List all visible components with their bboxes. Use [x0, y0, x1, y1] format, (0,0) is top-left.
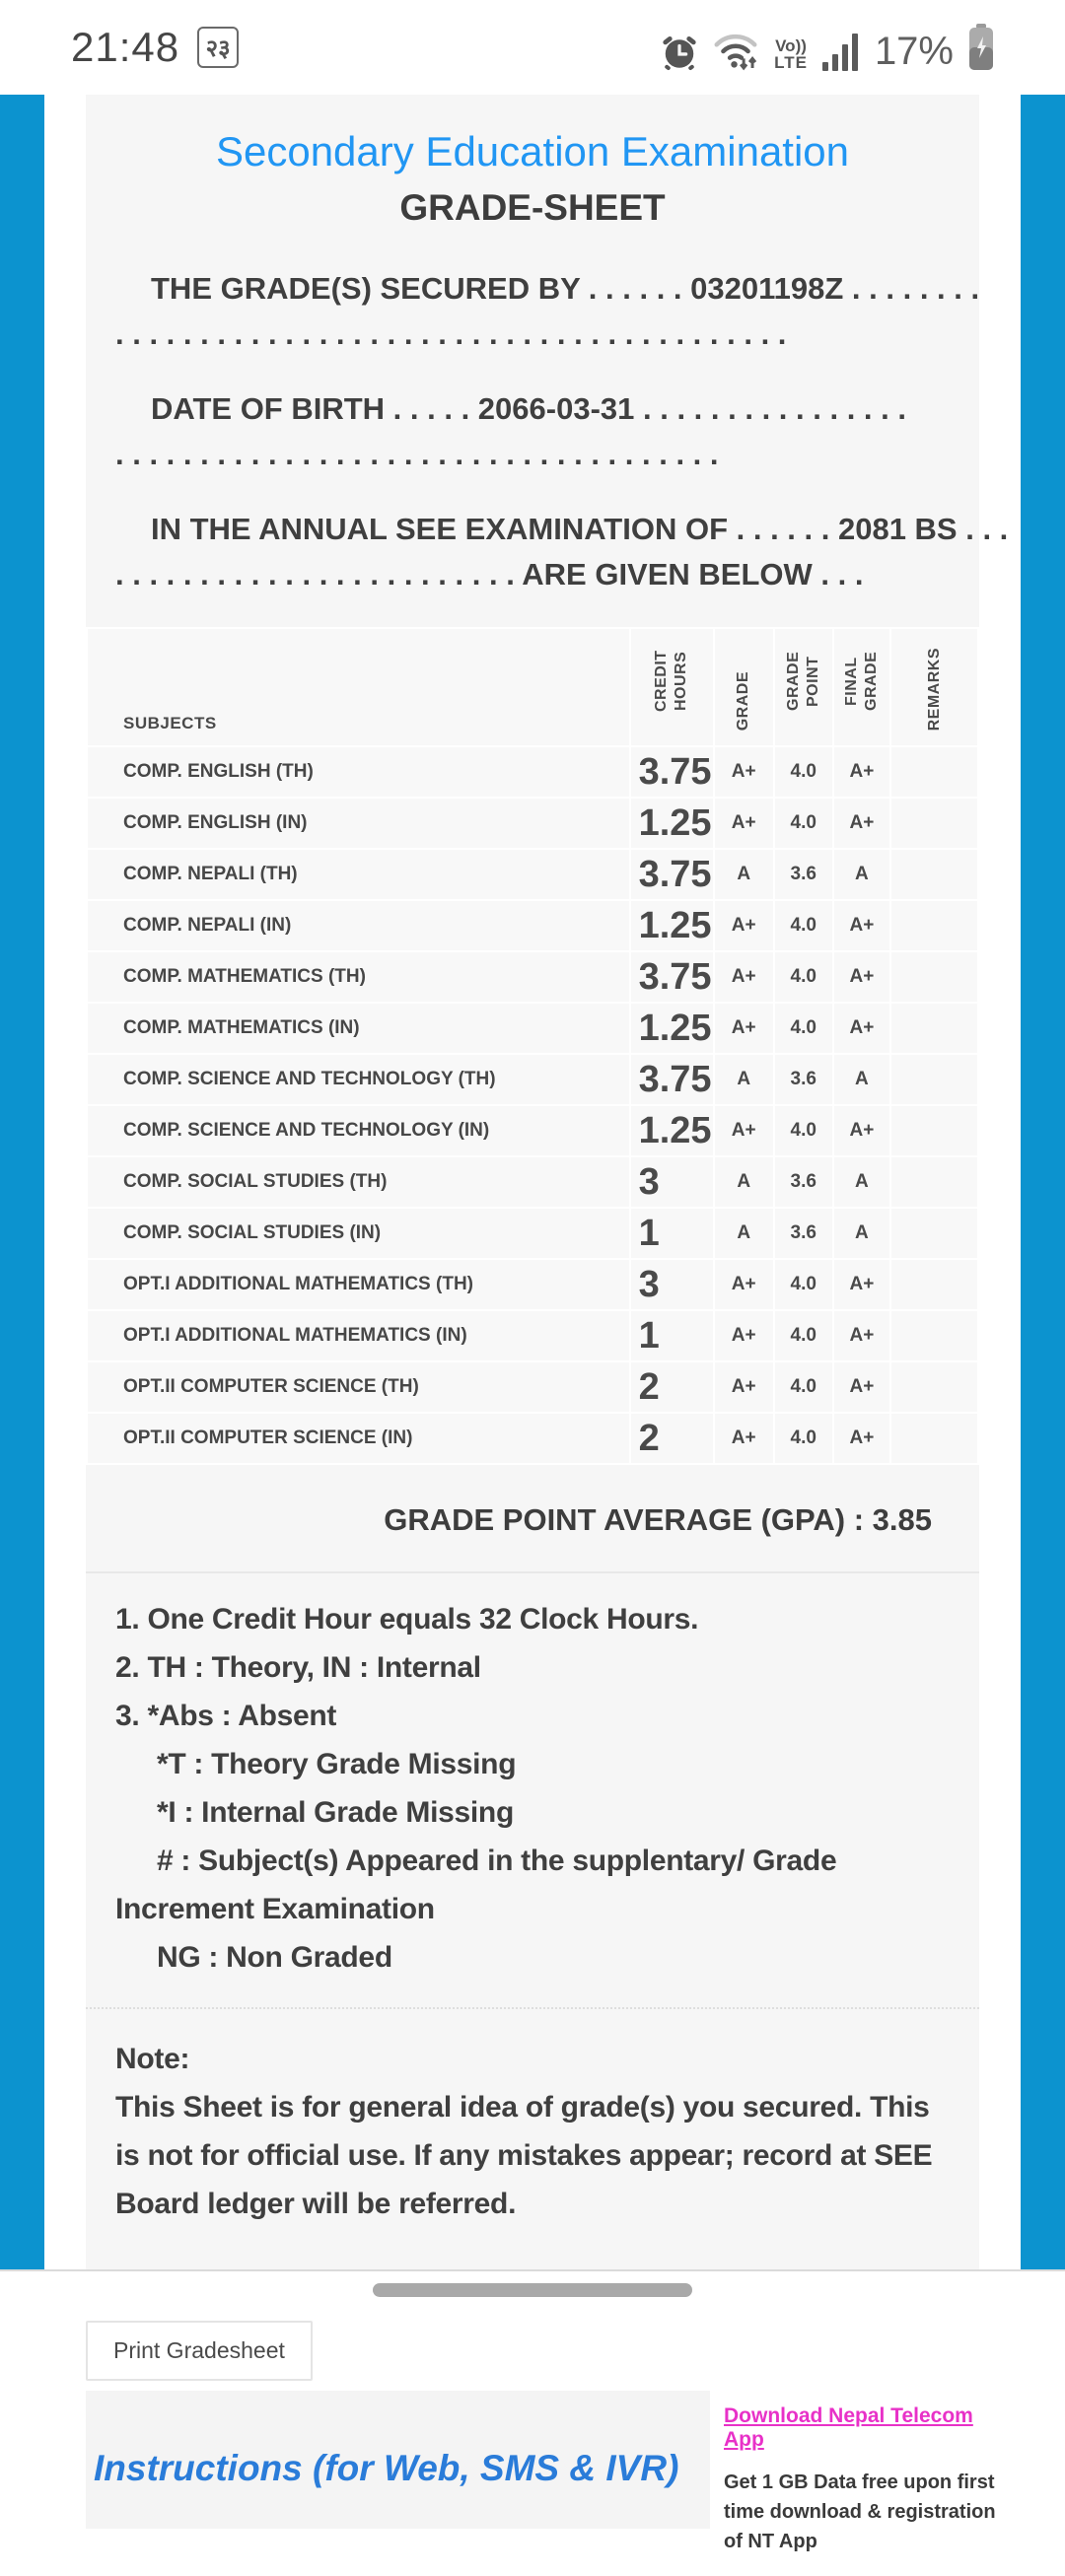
grade-point-cell: 4.0 — [775, 952, 832, 1002]
credit-hours-cell: 1.25 — [631, 901, 713, 950]
volte-icon: Vo)) LTE — [774, 36, 808, 72]
grade-point-cell: 3.6 — [775, 1055, 832, 1104]
table-row — [88, 747, 977, 797]
credit-hours-cell: 2 — [631, 1362, 713, 1412]
final-grade-cell: A — [834, 1157, 890, 1207]
footnote-line: # : Subject(s) Appeared in the supplentary/ Grade Increment Examination — [115, 1845, 837, 1925]
credit-hours-cell: 1 — [631, 1209, 713, 1258]
remarks-cell — [891, 850, 977, 899]
grade-cell: A+ — [715, 1004, 773, 1053]
subject-cell: COMP. SCIENCE AND TECHNOLOGY (IN) — [88, 1106, 629, 1155]
final-grade-cell: A+ — [834, 901, 890, 950]
wifi-icon — [712, 32, 759, 71]
remarks-cell — [891, 1311, 977, 1360]
table-row — [88, 1004, 977, 1053]
header-credit-hours: CREDIT HOURS — [631, 629, 713, 745]
remarks-cell — [891, 901, 977, 950]
grade-cell: A — [715, 1157, 773, 1207]
grade-point-cell: 3.6 — [775, 1209, 832, 1258]
subject-cell: OPT.II COMPUTER SCIENCE (TH) — [88, 1362, 629, 1412]
credit-hours-cell: 3 — [631, 1260, 713, 1309]
browser-viewport — [0, 95, 1065, 2552]
subject-cell: COMP. SCIENCE AND TECHNOLOGY (TH) — [88, 1055, 629, 1104]
page-container — [44, 95, 1021, 2576]
footnote-line: 3. *Abs : Absent — [115, 1700, 337, 1732]
credit-hours-cell: 1 — [631, 1311, 713, 1360]
credit-hours-cell: 3.75 — [631, 952, 713, 1002]
table-row — [88, 901, 977, 950]
grade-point-cell: 4.0 — [775, 747, 832, 797]
final-grade-cell: A — [834, 1055, 890, 1104]
gradesheet-card — [86, 95, 1009, 2307]
subject-cell: COMP. MATHEMATICS (TH) — [88, 952, 629, 1002]
credit-hours-cell: 3.75 — [631, 850, 713, 899]
grade-cell: A — [715, 850, 773, 899]
final-grade-cell: A+ — [834, 1106, 890, 1155]
grade-cell: A+ — [715, 901, 773, 950]
final-grade-cell: A+ — [834, 1414, 890, 1463]
credit-hours-cell: 3.75 — [631, 747, 713, 797]
note-block — [115, 2035, 950, 2228]
grade-point-cell: 4.0 — [775, 1106, 832, 1155]
header-subjects: SUBJECTS — [88, 629, 629, 745]
subject-cell: COMP. SOCIAL STUDIES (TH) — [88, 1157, 629, 1207]
table-row — [88, 952, 977, 1002]
print-gradesheet-button[interactable]: Print Gradesheet — [86, 2321, 313, 2381]
instructions-heading: Instructions (for Web, SMS & IVR) — [94, 2448, 679, 2488]
gpa-value: GRADE POINT AVERAGE (GPA) : 3.85 — [384, 1502, 932, 1537]
grade-cell: A+ — [715, 1311, 773, 1360]
battery-percent: 17% — [874, 30, 954, 73]
grade-point-cell: 4.0 — [775, 799, 832, 848]
table-row — [88, 1209, 977, 1258]
note-heading: Note: — [115, 2043, 190, 2075]
status-bar — [0, 0, 1065, 95]
system-navigation-bar — [0, 2269, 1065, 2309]
alarm-icon — [662, 34, 697, 71]
table-row — [88, 1157, 977, 1207]
subject-cell: OPT.I ADDITIONAL MATHEMATICS (IN) — [88, 1311, 629, 1360]
credit-hours-cell: 1.25 — [631, 799, 713, 848]
table-row — [88, 799, 977, 848]
nepali-date-icon: २३ — [197, 27, 239, 68]
subject-cell: COMP. NEPALI (IN) — [88, 901, 629, 950]
grade-point-cell: 4.0 — [775, 1260, 832, 1309]
grade-cell: A+ — [715, 1362, 773, 1412]
remarks-cell — [891, 799, 977, 848]
credit-hours-cell: 2 — [631, 1414, 713, 1463]
grade-cell: A+ — [715, 952, 773, 1002]
remarks-cell — [891, 1106, 977, 1155]
remarks-cell — [891, 1055, 977, 1104]
table-header-row — [88, 629, 977, 745]
final-grade-cell: A+ — [834, 1004, 890, 1053]
footnotes-list — [115, 1595, 950, 1982]
footnote-line: NG : Non Graded — [157, 1941, 392, 1974]
gesture-handle[interactable] — [373, 2283, 692, 2297]
download-nt-app-link[interactable]: Download Nepal Telecom App — [724, 2404, 973, 2451]
grade-point-cell: 4.0 — [775, 1362, 832, 1412]
battery-charging-icon — [968, 24, 994, 71]
grades-table — [86, 627, 979, 1465]
signal-strength-icon — [822, 34, 858, 71]
exam-year-paragraph: IN THE ANNUAL SEE EXAMINATION OF . . . . . . 2081 BS . . . . . . . . . . . . . . . . . . . . . . . . . . . ARE GIVEN BELOW . . . — [115, 512, 1009, 592]
grade-cell: A+ — [715, 747, 773, 797]
subject-cell: COMP. ENGLISH (TH) — [88, 747, 629, 797]
grade-cell: A — [715, 1209, 773, 1258]
subject-cell: COMP. SOCIAL STUDIES (IN) — [88, 1209, 629, 1258]
credit-hours-cell: 3.75 — [631, 1055, 713, 1104]
table-row — [88, 1414, 977, 1463]
telecom-ad-panel — [710, 2391, 1017, 2556]
grade-cell: A+ — [715, 1414, 773, 1463]
footer-section — [86, 2391, 1021, 2556]
instructions-panel — [86, 2391, 710, 2529]
gradesheet-subtitle: GRADE-SHEET — [399, 187, 666, 228]
final-grade-cell: A+ — [834, 747, 890, 797]
table-row — [88, 1106, 977, 1155]
grade-cell: A+ — [715, 1106, 773, 1155]
footnote-line: *I : Internal Grade Missing — [157, 1796, 514, 1829]
note-text: This Sheet is for general idea of grade(s) you secured. This is not for official use. If any mistakes appear; record at SEE Board ledger will be referred. — [115, 2091, 933, 2220]
table-row — [88, 850, 977, 899]
table-row — [88, 1260, 977, 1309]
credit-hours-cell: 1.25 — [631, 1106, 713, 1155]
credit-hours-cell: 3 — [631, 1157, 713, 1207]
final-grade-cell: A+ — [834, 1260, 890, 1309]
secured-by-paragraph: THE GRADE(S) SECURED BY . . . . . . 03201198Z . . . . . . . . . . . . . . . . . . . . . . . . . . . . . . . . . . . . . . . . . . . . . . . . — [115, 271, 980, 351]
remarks-cell — [891, 1414, 977, 1463]
grade-point-cell: 4.0 — [775, 1004, 832, 1053]
final-grade-cell: A+ — [834, 799, 890, 848]
header-grade-point: GRADE POINT — [775, 629, 832, 745]
footnote-line: 2. TH : Theory, IN : Internal — [115, 1651, 481, 1684]
clock-time: 21:48 — [71, 24, 180, 70]
divider — [86, 1571, 979, 1573]
grade-cell: A+ — [715, 799, 773, 848]
subject-cell: OPT.II COMPUTER SCIENCE (IN) — [88, 1414, 629, 1463]
table-row — [88, 1362, 977, 1412]
final-grade-cell: A+ — [834, 952, 890, 1002]
footnote-line: 1. One Credit Hour equals 32 Clock Hours. — [115, 1603, 699, 1636]
header-remarks: REMARKS — [891, 629, 977, 745]
final-grade-cell: A — [834, 1209, 890, 1258]
remarks-cell — [891, 1209, 977, 1258]
remarks-cell — [891, 1260, 977, 1309]
grade-cell: A — [715, 1055, 773, 1104]
remarks-cell — [891, 1362, 977, 1412]
dob-paragraph: DATE OF BIRTH . . . . . 2066-03-31 . . . . . . . . . . . . . . . . . . . . . . . . . . . . . . . . . . . . . . . . . . . . . . . . . . . . — [115, 391, 906, 471]
grade-cell: A+ — [715, 1260, 773, 1309]
grade-point-cell: 4.0 — [775, 1311, 832, 1360]
subject-cell: COMP. MATHEMATICS (IN) — [88, 1004, 629, 1053]
header-grade: GRADE — [715, 629, 773, 745]
subject-cell: COMP. NEPALI (TH) — [88, 850, 629, 899]
final-grade-cell: A — [834, 850, 890, 899]
subject-cell: OPT.I ADDITIONAL MATHEMATICS (TH) — [88, 1260, 629, 1309]
grade-point-cell: 3.6 — [775, 850, 832, 899]
footnote-line: *T : Theory Grade Missing — [157, 1748, 517, 1780]
table-row — [88, 1311, 977, 1360]
remarks-cell — [891, 952, 977, 1002]
subject-cell: COMP. ENGLISH (IN) — [88, 799, 629, 848]
final-grade-cell: A+ — [834, 1362, 890, 1412]
remarks-cell — [891, 747, 977, 797]
remarks-cell — [891, 1157, 977, 1207]
final-grade-cell: A+ — [834, 1311, 890, 1360]
grade-point-cell: 3.6 — [775, 1157, 832, 1207]
header-final-grade: FINAL GRADE — [834, 629, 890, 745]
divider-dotted — [86, 2007, 979, 2009]
page-title: Secondary Education Examination — [215, 128, 850, 174]
telecom-ad-text: Get 1 GB Data free upon first time download & registration of NT App — [724, 2472, 996, 2552]
grade-point-cell: 4.0 — [775, 901, 832, 950]
grade-point-cell: 4.0 — [775, 1414, 832, 1463]
table-row — [88, 1055, 977, 1104]
remarks-cell — [891, 1004, 977, 1053]
credit-hours-cell: 1.25 — [631, 1004, 713, 1053]
